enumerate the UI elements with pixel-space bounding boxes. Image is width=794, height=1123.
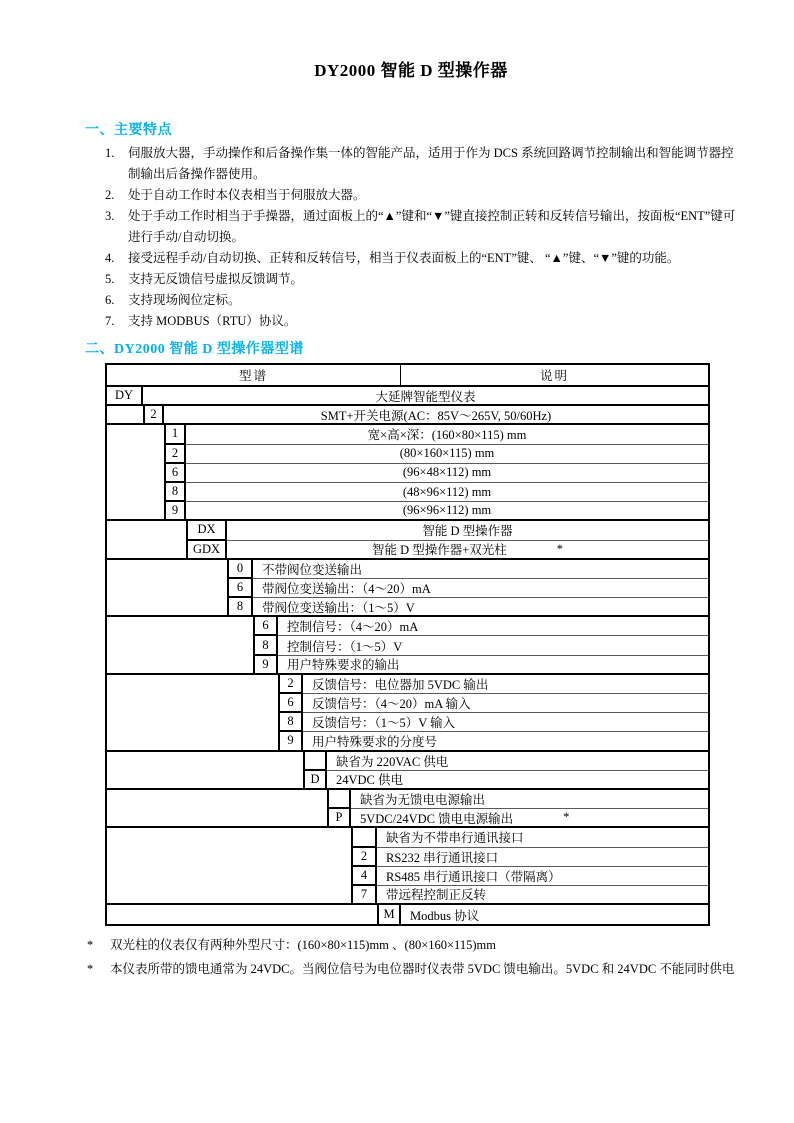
- type-desc-text: 用户特殊要求的输出: [287, 658, 400, 673]
- feature-item-number: 3.: [105, 209, 115, 223]
- type-code-cell: [303, 752, 327, 771]
- feature-item-text: 处于自动工作时本仪表相当于伺服放大器。: [128, 188, 366, 202]
- type-desc-text: 带远程控制正反转: [386, 888, 487, 903]
- type-code-cell: 2: [164, 445, 186, 464]
- type-desc-text: 用户特殊要求的分度号: [312, 734, 438, 749]
- type-desc-text: Modbus 协议: [410, 908, 480, 923]
- type-desc-cell: [227, 521, 708, 540]
- footnote-mark: *: [87, 962, 94, 977]
- type-desc-cell: [253, 579, 708, 598]
- footnotes: [87, 933, 737, 981]
- type-desc-cell: [143, 387, 708, 406]
- type-desc-cell: [253, 560, 708, 579]
- type-code-cell: [327, 790, 351, 809]
- table-header-desc: 说明: [401, 365, 708, 387]
- type-desc-text: 24VDC 供电: [336, 773, 404, 788]
- type-code-cell: 2: [351, 848, 377, 867]
- indent-cell: [107, 675, 278, 752]
- type-desc-cell: [351, 809, 708, 828]
- type-desc-cell: [377, 848, 708, 867]
- type-desc-text: 控制信号：（1～5）V: [287, 639, 403, 654]
- type-desc-text: 控制信号：（4～20）mA: [287, 620, 419, 635]
- indent-cell: [107, 521, 186, 559]
- page-title: DY2000 智能 D 型操作器: [314, 61, 508, 80]
- type-code-cell: 2: [278, 675, 303, 694]
- type-desc-text: (48×96×112) mm: [402, 484, 492, 499]
- footnote-text: 本仪表所带的馈电通常为 24VDC。当阀位信号为电位器时仪表带 5VDC 馈电输出。5VDC 和 24VDC 不能同时供电: [110, 962, 735, 977]
- indent-cell: [107, 406, 143, 425]
- type-code-cell: DX: [186, 521, 227, 540]
- type-desc-text: (96×48×112) mm: [402, 465, 492, 480]
- type-code-cell: 9: [278, 732, 303, 751]
- type-desc-cell: [303, 732, 708, 751]
- type-desc-text: 缺省为无馈电电源输出: [360, 793, 486, 808]
- section-1-heading: 一、主要特点: [85, 123, 172, 138]
- type-code-cell: D: [303, 771, 327, 790]
- type-code-cell: 8: [164, 483, 186, 502]
- feature-item-text: 支持 MODBUS（RTU）协议。: [128, 314, 297, 328]
- type-desc-cell: [278, 636, 708, 655]
- feature-item-number: 7.: [105, 314, 115, 328]
- type-desc-cell: [303, 694, 708, 713]
- footnote: [87, 957, 737, 981]
- footnote: [87, 933, 737, 957]
- feature-item: [85, 206, 737, 248]
- type-code-cell: 8: [227, 598, 253, 617]
- type-desc-cell: [253, 598, 708, 617]
- table-header-model: 型谱: [107, 365, 401, 387]
- indent-cell: [107, 790, 327, 828]
- model-table: [105, 363, 710, 926]
- indent-cell: [107, 560, 227, 618]
- feature-item: [85, 248, 737, 269]
- type-desc-cell: [186, 445, 708, 464]
- feature-list: [85, 143, 737, 332]
- type-code-cell: [351, 828, 377, 847]
- indent-cell: [107, 752, 303, 790]
- type-desc-cell: [303, 675, 708, 694]
- type-desc-text: 缺省为不带串行通讯接口: [386, 831, 524, 846]
- feature-item-text: 支持现场阀位定标。: [128, 293, 241, 307]
- type-code-cell: P: [327, 809, 351, 828]
- feature-item-number: 5.: [105, 272, 115, 286]
- type-code-cell: 6: [278, 694, 303, 713]
- type-desc-cell: [327, 771, 708, 790]
- indent-cell: [107, 905, 377, 924]
- type-desc-text: RS232 串行通讯接口: [386, 850, 499, 865]
- type-desc-cell: [327, 752, 708, 771]
- type-code-cell: GDX: [186, 541, 227, 560]
- type-desc-text: 反馈信号：电位器加 5VDC 输出: [312, 677, 489, 692]
- type-code-cell: 0: [227, 560, 253, 579]
- type-desc-cell: [186, 425, 708, 444]
- type-desc-cell: [303, 713, 708, 732]
- feature-item-text: 伺服放大器，手动操作和后备操作集一体的智能产品，适用于作为 DCS 系统回路调节控制输出和智能调节器控制输出后备操作器使用。: [128, 146, 734, 181]
- type-code-cell: 8: [278, 713, 303, 732]
- type-desc-text: 不带阀位变送输出: [262, 562, 363, 577]
- type-code-cell: DY: [107, 387, 143, 406]
- type-code-cell: 2: [143, 406, 164, 425]
- type-code-cell: 6: [253, 617, 278, 636]
- type-desc-text: 反馈信号：（4～20）mA 输入: [312, 697, 471, 712]
- feature-item-text: 处于手动工作时相当于手操器，通过面板上的“▲”键和“▼”键直接控制正转和反转信号输出，按面板“ENT”键可进行手动/自动切换。: [128, 209, 736, 244]
- type-desc-cell: [186, 464, 708, 483]
- type-desc-text: 5VDC/24VDC 馈电电源输出: [360, 811, 514, 826]
- feature-item-number: 6.: [105, 293, 115, 307]
- indent-cell: [107, 425, 164, 521]
- feature-item: [85, 269, 737, 290]
- type-desc-cell: [278, 656, 708, 675]
- type-desc-cell: [377, 828, 708, 847]
- type-desc-text: 智能 D 型操作器: [422, 524, 513, 539]
- section-2-heading: 二、DY2000 智能 D 型操作器型谱: [85, 342, 304, 357]
- type-desc-text: 大延牌智能型仪表: [375, 389, 476, 404]
- asterisk-mark: *: [563, 810, 570, 825]
- type-code-cell: 8: [253, 636, 278, 655]
- feature-item-number: 4.: [105, 251, 115, 265]
- feature-item-number: 1.: [105, 146, 115, 160]
- type-desc-cell: [351, 790, 708, 809]
- feature-item: [85, 290, 737, 311]
- type-code-cell: 4: [351, 867, 377, 886]
- type-desc-text: 缺省为 220VAC 供电: [336, 754, 449, 769]
- type-desc-cell: [164, 406, 708, 425]
- type-desc-cell: [186, 502, 708, 521]
- feature-item: [85, 143, 737, 185]
- type-desc-text: 带阀位变送输出：（1～5）V: [262, 600, 415, 615]
- type-desc-text: RS485 串行通讯接口（带隔离）: [386, 869, 561, 884]
- type-code-cell: M: [377, 905, 401, 924]
- type-code-cell: 9: [164, 502, 186, 521]
- indent-cell: [107, 828, 351, 905]
- type-desc-cell: [377, 886, 708, 905]
- type-code-cell: 1: [164, 425, 186, 444]
- type-desc-cell: [401, 905, 708, 924]
- type-desc-cell: [278, 617, 708, 636]
- type-desc-text: 带阀位变送输出：（4～20）mA: [262, 581, 431, 596]
- feature-item-text: 支持无反馈信号虚拟反馈调节。: [128, 272, 304, 286]
- feature-item-number: 2.: [105, 188, 115, 202]
- type-desc-cell: [377, 867, 708, 886]
- footnote-mark: *: [87, 938, 94, 953]
- type-desc-text: 反馈信号：（1～5）V 输入: [312, 716, 456, 731]
- type-desc-cell: [186, 483, 708, 502]
- feature-item: [85, 185, 737, 206]
- type-desc-text: 宽×高×深：(160×80×115) mm: [367, 428, 527, 443]
- type-code-cell: 9: [253, 656, 278, 675]
- type-desc-text: 智能 D 型操作器+双光柱: [371, 543, 507, 558]
- type-desc-cell: [227, 541, 708, 560]
- feature-item: [85, 311, 737, 332]
- footnote-text: 双光柱的仪表仅有两种外型尺寸：(160×80×115)mm 、(80×160×115)mm: [110, 938, 496, 953]
- indent-cell: [107, 617, 253, 675]
- type-desc-text: SMT+开关电源(AC：85V～265V, 50/60Hz): [320, 408, 552, 423]
- type-desc-text: (80×160×115) mm: [399, 446, 495, 461]
- type-desc-text: (96×96×112) mm: [402, 503, 492, 518]
- asterisk-mark: *: [556, 541, 564, 556]
- type-code-cell: 6: [227, 579, 253, 598]
- feature-item-text: 接受远程手动/自动切换、正转和反转信号，相当于仪表面板上的“ENT”键、 “▲”键、“▼”键的功能。: [128, 251, 680, 265]
- type-code-cell: 7: [351, 886, 377, 905]
- type-code-cell: 6: [164, 464, 186, 483]
